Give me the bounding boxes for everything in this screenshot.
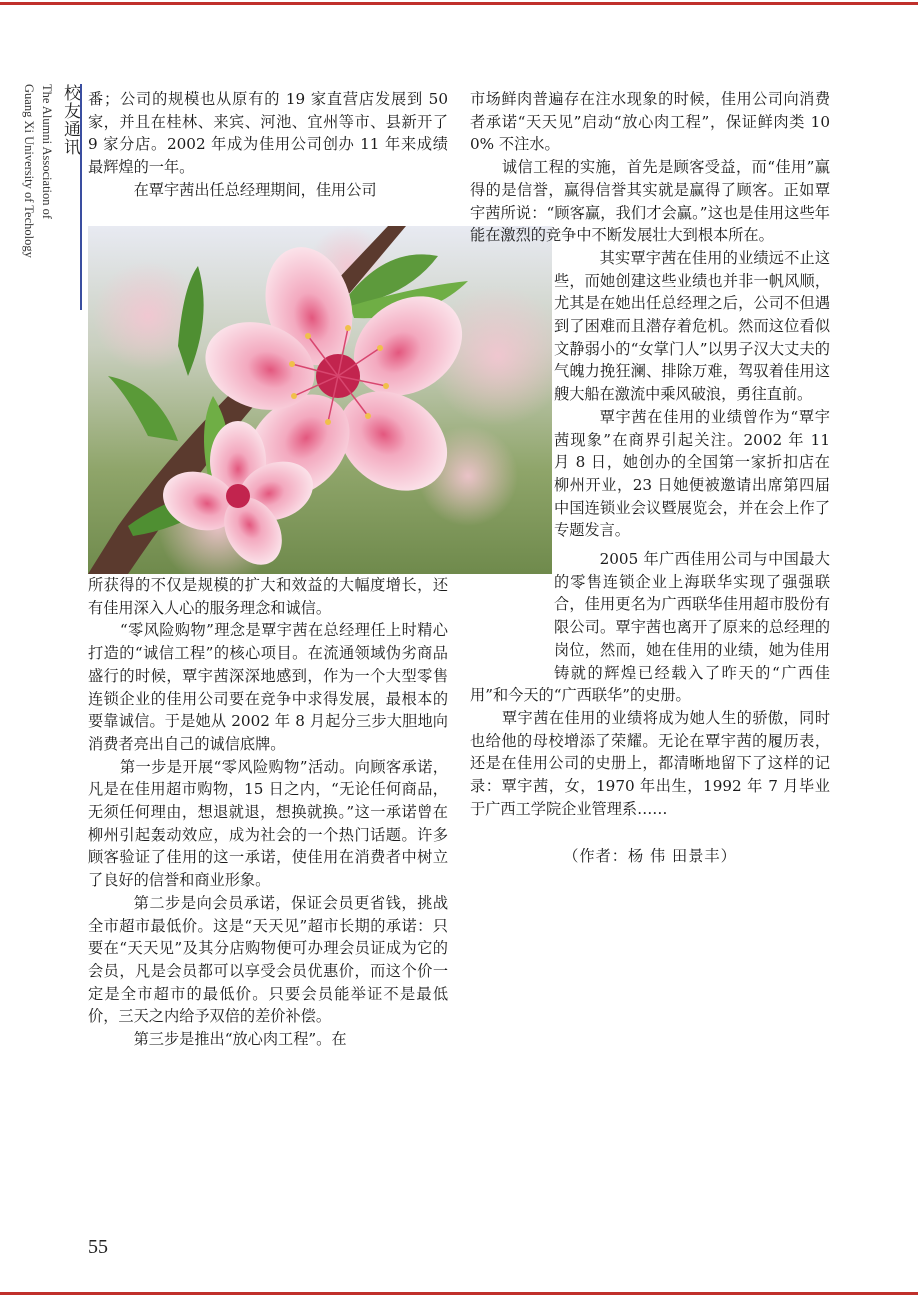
side-english-line2: Guang Xi University of Techology — [22, 84, 36, 258]
paragraph-text: 诚信工程的实施，首先是顾客受益，而“佳用”赢得的是信誉，赢得信誉其实就是赢得了顾客。正如覃宇茜所说：“顾客赢，我们才会赢。”这也是佳用这些年能在激烈的竞争中不断发展壮大到根本所在。 — [470, 158, 830, 245]
paragraph: 第二步是向会员承诺，保证会员更省钱，挑战全市超市最低价。这是“天天见”超市长期的承诺：只要在“天天见”及其分店购物便可办理会员证成为它的会员，凡是会员都可以享受会员优惠价，而这个价一定是全市超市的最低价。只要会员能举证不是最低价，三天之内给予双倍的差价补偿。 — [88, 893, 448, 1026]
page-number: 55 — [88, 1236, 108, 1258]
side-label — [14, 84, 82, 314]
paragraph: 第三步是推出“放心肉工程”。在 — [133, 1030, 347, 1049]
right-column — [470, 88, 830, 867]
paragraph: 覃宇茜在佳用的业绩曾作为“覃宇茜现象”在商界引起关注。2002 年 11 月 8 日，她创办的全国第一家折扣店在柳州开业，23 日她便被邀请出席第四届中国连锁业会议暨展览会，并在会上作了专题发言。 — [554, 407, 830, 540]
paragraph — [470, 156, 830, 247]
left-column-bottom — [88, 574, 448, 1051]
side-divider — [80, 84, 82, 310]
side-title: 校友通讯 — [60, 84, 80, 156]
paragraph: 番；公司的规模也从原有的 19 家直营店发展到 50 家，并且在桂林、来宾、河池、宜州等市、县新开了 9 家分店。2002 年成为佳用公司创办 11 年来成绩最辉煌的一年。 — [88, 90, 448, 177]
paragraph: 在覃宇茜出任总经理期间，佳用公司 — [133, 180, 377, 199]
author-credit: （作者：杨 伟 田景丰） — [563, 846, 737, 865]
paragraph: 第一步是开展“零风险购物”活动。向顾客承诺，凡是在佳用超市购物，15 日之内，“无论任何商品，无须任何理由，想退就退，想换就换。”这一承诺曾在柳州引起轰动效应，成为社会的一个热门话题。许多顾客验证了佳用的这一承诺，使佳用在消费者中树立了良好的信誉和商业形象。 — [88, 757, 448, 890]
paragraph: 覃宇茜在佳用的业绩将成为她人生的骄傲，同时也给他的母校增添了荣耀。无论在覃宇茜的履历表，还是在佳用公司的史册上，都清晰地留下了这样的记录：覃宇茜，女，1970 年出生，1992 年 7 月毕业于广西工学院企业管理系…… — [470, 708, 830, 818]
paragraph: 其实覃宇茜在佳用的业绩远不止这些，而她创建这些业绩也并非一帆风顺，尤其是在她出任总经理之后，公司不但遇到了困难而且潜存着危机。然而这位看似文静弱小的“女掌门人”以男子汉大丈夫的气魄力挽狂澜、排除万难，驾驭着佳用这艘大船在激流中乘风破浪，勇往直前。 — [554, 248, 830, 404]
paragraph: 2005 年广西佳用公司与中国最大的零售连锁企业上海联华实现了强强联合，佳用更名为广西联华佳用超市股份有限公司。覃宇茜也离开了原来的总经理的岗位，然而，她在佳用的业绩，她为佳用铸就的辉煌已经载入了昨天的“广西佳用”和今天的“广西联华”的史册。 — [470, 550, 830, 705]
left-column-top — [88, 88, 448, 202]
side-english-line1: The Alumni Association of — [40, 84, 54, 220]
paragraph: “零风险购物”理念是覃宇茜在总经理任上时精心打造的“诚信工程”的核心项目。在流通领域伪劣商品盛行的时候，覃宇茜深深地感到，作为一个大型零售连锁企业的佳用公司要在竞争中求得发展，最根本的要靠诚信。于是她从 2002 年 8 月起分三步大胆地向消费者亮出自己的诚信底牌。 — [88, 621, 448, 753]
side-english-title — [20, 84, 56, 258]
paragraph: 所获得的不仅是规模的扩大和效益的大幅度增长，还有佳用深入人心的服务理念和诚信。 — [88, 576, 448, 617]
paragraph: 市场鲜肉普遍存在注水现象的时候，佳用公司向消费者承诺“天天见”启动“放心肉工程”，保证鲜肉类 100% 不注水。 — [470, 90, 830, 154]
photo-wrap-spacer — [470, 247, 554, 667]
top-rule — [0, 2, 918, 5]
bottom-rule — [0, 1292, 918, 1295]
